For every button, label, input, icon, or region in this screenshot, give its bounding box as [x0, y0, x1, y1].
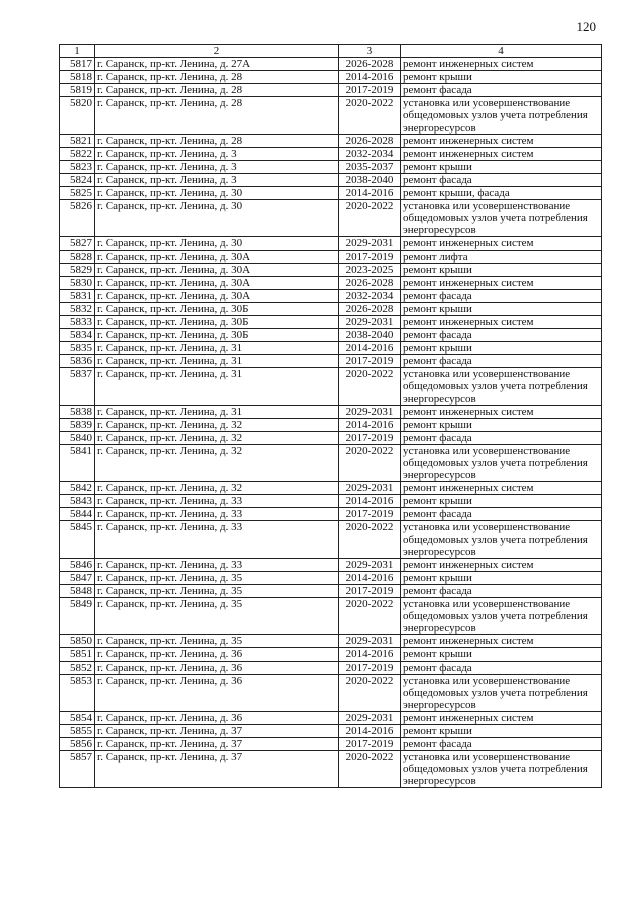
work-type-cell: ремонт фасада — [401, 289, 602, 302]
work-type-cell: ремонт крыши — [401, 342, 602, 355]
address-cell: г. Саранск, пр-кт. Ленина, д. 32 — [95, 418, 339, 431]
row-number-cell: 5836 — [60, 355, 95, 368]
work-type-cell: ремонт инженерных систем — [401, 315, 602, 328]
table-row — [60, 187, 602, 200]
period-cell: 2029-2031 — [339, 711, 401, 724]
row-number-cell: 5839 — [60, 418, 95, 431]
address-cell: г. Саранск, пр-кт. Ленина, д. 3 — [95, 173, 339, 186]
address-cell: г. Саранск, пр-кт. Ленина, д. 30А — [95, 250, 339, 263]
period-cell: 2020-2022 — [339, 674, 401, 711]
address-cell: г. Саранск, пр-кт. Ленина, д. 35 — [95, 635, 339, 648]
work-type-cell: ремонт крыши — [401, 160, 602, 173]
table-row — [60, 173, 602, 186]
period-cell: 2014-2016 — [339, 648, 401, 661]
row-number-cell: 5826 — [60, 200, 95, 237]
work-type-cell: ремонт инженерных систем — [401, 237, 602, 250]
period-cell: 2014-2016 — [339, 187, 401, 200]
period-cell: 2026-2028 — [339, 58, 401, 71]
period-cell: 2035-2037 — [339, 160, 401, 173]
row-number-cell: 5855 — [60, 724, 95, 737]
row-number-cell: 5832 — [60, 302, 95, 315]
work-type-cell: установка или усовершенствование общедомовых узлов учета потребления энергоресурсов — [401, 200, 602, 237]
address-cell: г. Саранск, пр-кт. Ленина, д. 33 — [95, 521, 339, 558]
header-cell-number: 1 — [60, 45, 95, 58]
period-cell: 2020-2022 — [339, 598, 401, 635]
row-number-cell: 5821 — [60, 134, 95, 147]
address-cell: г. Саранск, пр-кт. Ленина, д. 30Б — [95, 315, 339, 328]
table-row — [60, 58, 602, 71]
table-row — [60, 418, 602, 431]
address-cell: г. Саранск, пр-кт. Ленина, д. 28 — [95, 134, 339, 147]
header-cell-period: 3 — [339, 45, 401, 58]
row-number-cell: 5842 — [60, 482, 95, 495]
period-cell: 2032-2034 — [339, 147, 401, 160]
address-cell: г. Саранск, пр-кт. Ленина, д. 36 — [95, 648, 339, 661]
table-row — [60, 635, 602, 648]
table-row — [60, 571, 602, 584]
table-row — [60, 276, 602, 289]
table-row — [60, 711, 602, 724]
period-cell: 2023-2025 — [339, 263, 401, 276]
work-type-cell: ремонт крыши — [401, 724, 602, 737]
work-type-cell: ремонт крыши, фасада — [401, 187, 602, 200]
table-row — [60, 431, 602, 444]
period-cell: 2038-2040 — [339, 173, 401, 186]
row-number-cell: 5852 — [60, 661, 95, 674]
row-number-cell: 5851 — [60, 648, 95, 661]
work-type-cell: ремонт крыши — [401, 571, 602, 584]
address-cell: г. Саранск, пр-кт. Ленина, д. 3 — [95, 147, 339, 160]
address-cell: г. Саранск, пр-кт. Ленина, д. 28 — [95, 84, 339, 97]
work-type-cell: ремонт фасада — [401, 584, 602, 597]
address-cell: г. Саранск, пр-кт. Ленина, д. 36 — [95, 661, 339, 674]
table-row — [60, 97, 602, 134]
address-cell: г. Саранск, пр-кт. Ленина, д. 30Б — [95, 329, 339, 342]
table-row — [60, 584, 602, 597]
row-number-cell: 5844 — [60, 508, 95, 521]
work-type-cell: установка или усовершенствование общедомовых узлов учета потребления энергоресурсов — [401, 598, 602, 635]
period-cell: 2020-2022 — [339, 200, 401, 237]
table-row — [60, 558, 602, 571]
table-row — [60, 200, 602, 237]
period-cell: 2017-2019 — [339, 355, 401, 368]
period-cell: 2026-2028 — [339, 276, 401, 289]
row-number-cell: 5840 — [60, 431, 95, 444]
row-number-cell: 5830 — [60, 276, 95, 289]
table-row — [60, 84, 602, 97]
period-cell: 2029-2031 — [339, 635, 401, 648]
period-cell: 2020-2022 — [339, 521, 401, 558]
period-cell: 2017-2019 — [339, 584, 401, 597]
period-cell: 2026-2028 — [339, 302, 401, 315]
period-cell: 2017-2019 — [339, 431, 401, 444]
work-type-cell: установка или усовершенствование общедомовых узлов учета потребления энергоресурсов — [401, 97, 602, 134]
period-cell: 2029-2031 — [339, 405, 401, 418]
work-type-cell: установка или усовершенствование общедомовых узлов учета потребления энергоресурсов — [401, 521, 602, 558]
period-cell: 2014-2016 — [339, 495, 401, 508]
period-cell: 2029-2031 — [339, 237, 401, 250]
work-type-cell: установка или усовершенствование общедомовых узлов учета потребления энергоресурсов — [401, 444, 602, 481]
row-number-cell: 5849 — [60, 598, 95, 635]
row-number-cell: 5845 — [60, 521, 95, 558]
table-row — [60, 724, 602, 737]
period-cell: 2014-2016 — [339, 724, 401, 737]
table-row — [60, 405, 602, 418]
period-cell: 2038-2040 — [339, 329, 401, 342]
period-cell: 2014-2016 — [339, 342, 401, 355]
row-number-cell: 5833 — [60, 315, 95, 328]
work-type-cell: ремонт фасада — [401, 84, 602, 97]
table-row — [60, 329, 602, 342]
address-cell: г. Саранск, пр-кт. Ленина, д. 35 — [95, 598, 339, 635]
work-type-cell: ремонт фасада — [401, 431, 602, 444]
address-cell: г. Саранск, пр-кт. Ленина, д. 30 — [95, 200, 339, 237]
period-cell: 2017-2019 — [339, 250, 401, 263]
work-type-cell: установка или усовершенствование общедомовых узлов учета потребления энергоресурсов — [401, 674, 602, 711]
address-cell: г. Саранск, пр-кт. Ленина, д. 35 — [95, 584, 339, 597]
row-number-cell: 5850 — [60, 635, 95, 648]
table-row — [60, 521, 602, 558]
period-cell: 2017-2019 — [339, 508, 401, 521]
period-cell: 2020-2022 — [339, 751, 401, 788]
period-cell: 2029-2031 — [339, 482, 401, 495]
address-cell: г. Саранск, пр-кт. Ленина, д. 33 — [95, 495, 339, 508]
work-type-cell: ремонт инженерных систем — [401, 405, 602, 418]
work-type-cell: ремонт фасада — [401, 355, 602, 368]
work-type-cell: ремонт крыши — [401, 263, 602, 276]
work-type-cell: ремонт крыши — [401, 495, 602, 508]
row-number-cell: 5843 — [60, 495, 95, 508]
row-number-cell: 5823 — [60, 160, 95, 173]
work-type-cell: ремонт фасада — [401, 508, 602, 521]
address-cell: г. Саранск, пр-кт. Ленина, д. 37 — [95, 724, 339, 737]
row-number-cell: 5825 — [60, 187, 95, 200]
table-row — [60, 147, 602, 160]
period-cell: 2017-2019 — [339, 84, 401, 97]
period-cell: 2029-2031 — [339, 558, 401, 571]
table-row — [60, 751, 602, 788]
address-cell: г. Саранск, пр-кт. Ленина, д. 28 — [95, 71, 339, 84]
page-number: 120 — [576, 19, 596, 34]
row-number-cell: 5829 — [60, 263, 95, 276]
row-number-cell: 5818 — [60, 71, 95, 84]
table-row — [60, 598, 602, 635]
table-row — [60, 648, 602, 661]
period-cell: 2017-2019 — [339, 738, 401, 751]
address-cell: г. Саранск, пр-кт. Ленина, д. 3 — [95, 160, 339, 173]
period-cell: 2032-2034 — [339, 289, 401, 302]
row-number-cell: 5834 — [60, 329, 95, 342]
work-type-cell: ремонт крыши — [401, 648, 602, 661]
table-row — [60, 674, 602, 711]
period-cell: 2014-2016 — [339, 418, 401, 431]
table-row — [60, 495, 602, 508]
address-cell: г. Саранск, пр-кт. Ленина, д. 27А — [95, 58, 339, 71]
period-cell: 2017-2019 — [339, 661, 401, 674]
row-number-cell: 5853 — [60, 674, 95, 711]
row-number-cell: 5828 — [60, 250, 95, 263]
address-cell: г. Саранск, пр-кт. Ленина, д. 30А — [95, 276, 339, 289]
row-number-cell: 5824 — [60, 173, 95, 186]
address-cell: г. Саранск, пр-кт. Ленина, д. 36 — [95, 711, 339, 724]
address-cell: г. Саранск, пр-кт. Ленина, д. 36 — [95, 674, 339, 711]
period-cell: 2020-2022 — [339, 368, 401, 405]
address-cell: г. Саранск, пр-кт. Ленина, д. 37 — [95, 738, 339, 751]
address-cell: г. Саранск, пр-кт. Ленина, д. 30 — [95, 237, 339, 250]
address-cell: г. Саранск, пр-кт. Ленина, д. 31 — [95, 342, 339, 355]
work-type-cell: ремонт инженерных систем — [401, 635, 602, 648]
row-number-cell: 5856 — [60, 738, 95, 751]
work-type-cell: ремонт инженерных систем — [401, 558, 602, 571]
address-cell: г. Саранск, пр-кт. Ленина, д. 37 — [95, 751, 339, 788]
row-number-cell: 5838 — [60, 405, 95, 418]
row-number-cell: 5837 — [60, 368, 95, 405]
row-number-cell: 5857 — [60, 751, 95, 788]
address-cell: г. Саранск, пр-кт. Ленина, д. 30А — [95, 263, 339, 276]
address-cell: г. Саранск, пр-кт. Ленина, д. 32 — [95, 482, 339, 495]
row-number-cell: 5846 — [60, 558, 95, 571]
work-type-cell: установка или усовершенствование общедомовых узлов учета потребления энергоресурсов — [401, 368, 602, 405]
table-row — [60, 302, 602, 315]
table-row — [60, 508, 602, 521]
table-row — [60, 160, 602, 173]
work-type-cell: ремонт лифта — [401, 250, 602, 263]
period-cell: 2026-2028 — [339, 134, 401, 147]
row-number-cell: 5835 — [60, 342, 95, 355]
work-type-cell: ремонт инженерных систем — [401, 711, 602, 724]
address-cell: г. Саранск, пр-кт. Ленина, д. 31 — [95, 355, 339, 368]
table-row — [60, 315, 602, 328]
period-cell: 2020-2022 — [339, 97, 401, 134]
repair-schedule-table — [59, 44, 602, 788]
period-cell: 2014-2016 — [339, 571, 401, 584]
work-type-cell: ремонт крыши — [401, 418, 602, 431]
work-type-cell: ремонт инженерных систем — [401, 134, 602, 147]
address-cell: г. Саранск, пр-кт. Ленина, д. 30Б — [95, 302, 339, 315]
work-type-cell: ремонт фасада — [401, 173, 602, 186]
row-number-cell: 5847 — [60, 571, 95, 584]
address-cell: г. Саранск, пр-кт. Ленина, д. 30А — [95, 289, 339, 302]
table-row — [60, 134, 602, 147]
work-type-cell: ремонт фасада — [401, 738, 602, 751]
table-row — [60, 237, 602, 250]
table-row — [60, 355, 602, 368]
address-cell: г. Саранск, пр-кт. Ленина, д. 33 — [95, 558, 339, 571]
row-number-cell: 5848 — [60, 584, 95, 597]
work-type-cell: ремонт крыши — [401, 302, 602, 315]
row-number-cell: 5854 — [60, 711, 95, 724]
table-row — [60, 250, 602, 263]
row-number-cell: 5819 — [60, 84, 95, 97]
work-type-cell: ремонт инженерных систем — [401, 482, 602, 495]
work-type-cell: ремонт фасада — [401, 661, 602, 674]
row-number-cell: 5820 — [60, 97, 95, 134]
work-type-cell: ремонт инженерных систем — [401, 147, 602, 160]
address-cell: г. Саранск, пр-кт. Ленина, д. 33 — [95, 508, 339, 521]
table-row — [60, 368, 602, 405]
period-cell: 2020-2022 — [339, 444, 401, 481]
address-cell: г. Саранск, пр-кт. Ленина, д. 35 — [95, 571, 339, 584]
work-type-cell: ремонт инженерных систем — [401, 58, 602, 71]
table-row — [60, 482, 602, 495]
table-row — [60, 738, 602, 751]
header-cell-address: 2 — [95, 45, 339, 58]
period-cell: 2029-2031 — [339, 315, 401, 328]
header-cell-work: 4 — [401, 45, 602, 58]
row-number-cell: 5827 — [60, 237, 95, 250]
row-number-cell: 5841 — [60, 444, 95, 481]
address-cell: г. Саранск, пр-кт. Ленина, д. 31 — [95, 368, 339, 405]
table-row — [60, 263, 602, 276]
address-cell: г. Саранск, пр-кт. Ленина, д. 32 — [95, 444, 339, 481]
work-type-cell: ремонт крыши — [401, 71, 602, 84]
row-number-cell: 5831 — [60, 289, 95, 302]
work-type-cell: ремонт инженерных систем — [401, 276, 602, 289]
row-number-cell: 5822 — [60, 147, 95, 160]
table-row — [60, 342, 602, 355]
table-row — [60, 444, 602, 481]
table-header-row — [60, 45, 602, 58]
row-number-cell: 5817 — [60, 58, 95, 71]
table-row — [60, 289, 602, 302]
table-row — [60, 71, 602, 84]
work-type-cell: установка или усовершенствование общедомовых узлов учета потребления энергоресурсов — [401, 751, 602, 788]
address-cell: г. Саранск, пр-кт. Ленина, д. 32 — [95, 431, 339, 444]
work-type-cell: ремонт фасада — [401, 329, 602, 342]
period-cell: 2014-2016 — [339, 71, 401, 84]
address-cell: г. Саранск, пр-кт. Ленина, д. 28 — [95, 97, 339, 134]
address-cell: г. Саранск, пр-кт. Ленина, д. 30 — [95, 187, 339, 200]
table-row — [60, 661, 602, 674]
address-cell: г. Саранск, пр-кт. Ленина, д. 31 — [95, 405, 339, 418]
